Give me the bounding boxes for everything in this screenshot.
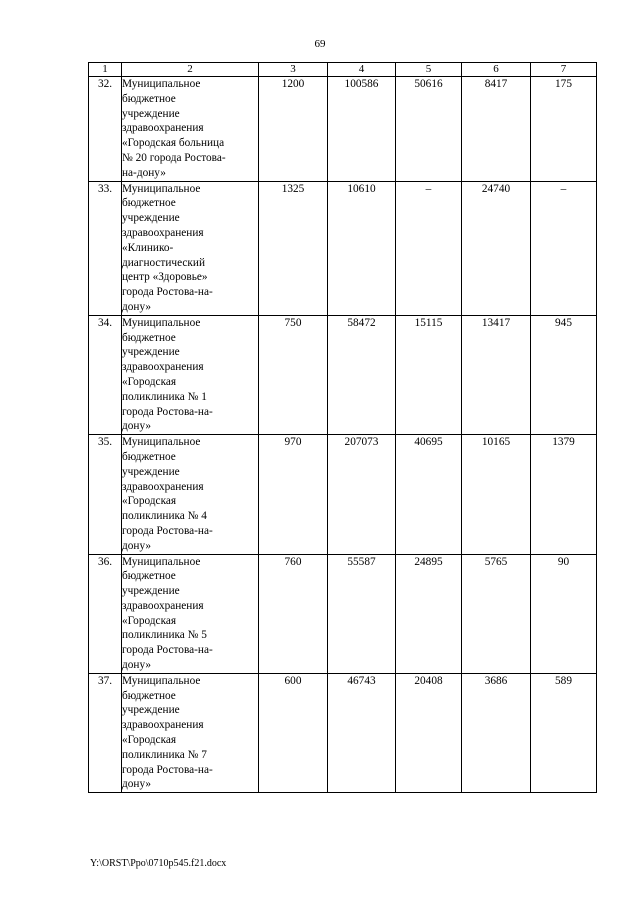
value-cell-c5: 15115 [396,315,462,434]
column-header: 5 [396,63,462,77]
table-body [89,77,597,793]
institution-name-line: здравоохранения [122,122,204,135]
institution-name-line: здравоохранения [122,719,204,732]
institution-name-line: города Ростова-на- [122,644,213,657]
value-cell-c4: 58472 [328,315,396,434]
value-cell-c5: 50616 [396,77,462,182]
value-cell-c7: 175 [531,77,597,182]
institution-name-line: города Ростова-на- [122,763,213,776]
value-cell-c6: 8417 [462,77,531,182]
institution-name-line: поликлиника № 4 [122,510,207,523]
value-cell-c7: – [531,181,597,315]
institution-name-line: «Городская больница [122,137,225,150]
value-cell-c3: 750 [259,315,328,434]
column-header: 6 [462,63,531,77]
institution-name-line: поликлиника № 1 [122,390,207,403]
value-cell-c5: 40695 [396,435,462,554]
value-cell-c3: 970 [259,435,328,554]
value-cell-c4: 100586 [328,77,396,182]
row-number-cell: 36. [89,554,122,673]
row-number-cell: 33. [89,181,122,315]
institution-name-cell [122,181,259,315]
institution-name-line: № 20 города Ростова- [122,151,226,164]
value-cell-c6: 3686 [462,673,531,792]
value-cell-c4: 10610 [328,181,396,315]
institution-name-line: учреждение [122,107,180,120]
institution-name-line: бюджетное [122,689,176,702]
institution-name-line: Муниципальное [122,674,201,687]
institution-name-cell [122,315,259,434]
data-table [88,62,597,793]
value-cell-c3: 1325 [259,181,328,315]
table-row [89,435,597,554]
institution-name-line: «Городская [122,375,177,388]
institution-name-line: бюджетное [122,570,176,583]
institution-name-line: Муниципальное [122,182,201,195]
value-cell-c4: 207073 [328,435,396,554]
institution-name-line: «Городская [122,614,177,627]
value-cell-c3: 600 [259,673,328,792]
value-cell-c7: 90 [531,554,597,673]
column-header: 1 [89,63,122,77]
institution-name-line: поликлиника № 5 [122,629,207,642]
footer-file-path: Y:\ORST\Ppo\0710p545.f21.docx [90,858,227,869]
value-cell-c6: 13417 [462,315,531,434]
institution-name-cell [122,673,259,792]
institution-name-line: диагностический [122,256,205,269]
institution-name-line: дону» [122,659,152,672]
institution-name-cell [122,435,259,554]
institution-name-cell [122,77,259,182]
column-header: 4 [328,63,396,77]
value-cell-c3: 1200 [259,77,328,182]
row-number-cell: 34. [89,315,122,434]
institution-name-line: Муниципальное [122,436,201,449]
institution-name-line: «Клинико- [122,241,174,254]
institution-name-line: Муниципальное [122,316,201,329]
institution-name-line: дону» [122,420,152,433]
institution-name-line: дону» [122,300,152,313]
institution-name-line: центр «Здоровье» [122,271,208,284]
value-cell-c3: 760 [259,554,328,673]
column-header: 2 [122,63,259,77]
institution-name-line: поликлиника № 7 [122,748,207,761]
row-number-cell: 35. [89,435,122,554]
table-row [89,77,597,182]
table-row [89,181,597,315]
value-cell-c5: – [396,181,462,315]
institution-name-line: Муниципальное [122,555,201,568]
value-cell-c6: 5765 [462,554,531,673]
institution-name-line: дону» [122,539,152,552]
institution-name-line: «Городская [122,734,177,747]
table-header-row [89,63,597,77]
value-cell-c7: 589 [531,673,597,792]
value-cell-c5: 24895 [396,554,462,673]
institution-name-line: города Ростова-на- [122,524,213,537]
value-cell-c5: 20408 [396,673,462,792]
institution-name-line: дону» [122,778,152,791]
value-cell-c7: 945 [531,315,597,434]
page-number: 69 [314,38,326,50]
institution-name-line: города Ростова-на- [122,286,213,299]
value-cell-c6: 10165 [462,435,531,554]
value-cell-c6: 24740 [462,181,531,315]
institution-name-line: здравоохранения [122,480,204,493]
institution-name-line: учреждение [122,704,180,717]
table-row [89,673,597,792]
institution-name-line: города Ростова-на- [122,405,213,418]
institution-name-line: бюджетное [122,197,176,210]
column-header: 3 [259,63,328,77]
institution-name-cell [122,554,259,673]
institution-name-line: на-дону» [122,166,166,179]
institution-name-line: здравоохранения [122,226,204,239]
value-cell-c4: 55587 [328,554,396,673]
table-row [89,554,597,673]
institution-name-line: учреждение [122,212,180,225]
institution-name-line: учреждение [122,585,180,598]
institution-name-line: здравоохранения [122,361,204,374]
institution-name-line: здравоохранения [122,599,204,612]
institution-name-line: учреждение [122,465,180,478]
institution-name-line: Муниципальное [122,78,201,90]
institution-name-line: бюджетное [122,450,176,463]
institution-name-line: «Городская [122,495,177,508]
institution-name-line: бюджетное [122,92,176,105]
institution-name-line: бюджетное [122,331,176,344]
row-number-cell: 37. [89,673,122,792]
column-header: 7 [531,63,597,77]
table-row [89,315,597,434]
value-cell-c4: 46743 [328,673,396,792]
row-number-cell: 32. [89,77,122,182]
value-cell-c7: 1379 [531,435,597,554]
institution-name-line: учреждение [122,346,180,359]
